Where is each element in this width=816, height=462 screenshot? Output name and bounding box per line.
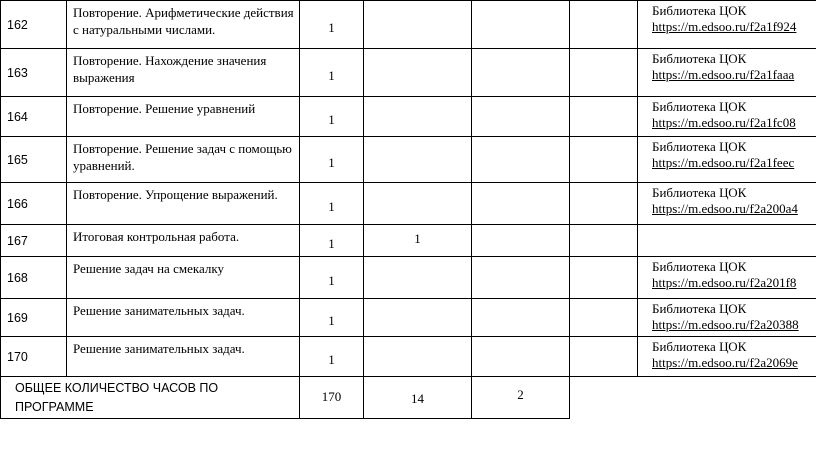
row-control-work bbox=[364, 299, 472, 337]
row-control-work bbox=[364, 49, 472, 97]
row-practical-work bbox=[472, 49, 570, 97]
row-hours: 1 bbox=[300, 299, 364, 337]
row-topic: Повторение. Арифметические действия с натуральными числами. bbox=[67, 1, 300, 49]
row-control-work bbox=[364, 337, 472, 377]
row-control-work bbox=[364, 183, 472, 225]
row-control-work: 1 bbox=[364, 225, 472, 257]
row-topic: Повторение. Упрощение выражений. bbox=[67, 183, 300, 225]
table-row bbox=[1, 49, 816, 97]
table-row bbox=[1, 257, 816, 299]
row-control-work bbox=[364, 257, 472, 299]
row-control-work bbox=[364, 97, 472, 137]
table-row bbox=[1, 137, 816, 183]
total-practical: 2 bbox=[472, 377, 570, 419]
row-hours: 1 bbox=[300, 1, 364, 49]
row-number: 166 bbox=[1, 183, 67, 225]
row-number: 167 bbox=[1, 225, 67, 257]
library-label: Библиотека ЦОК bbox=[652, 3, 747, 18]
resource-link[interactable]: https://m.edsoo.ru/f2a1fc08 bbox=[652, 115, 796, 130]
total-label: ОБЩЕЕ КОЛИЧЕСТВО ЧАСОВ ПО ПРОГРАММЕ bbox=[1, 377, 300, 419]
row-date bbox=[570, 137, 638, 183]
row-date bbox=[570, 97, 638, 137]
table-row bbox=[1, 97, 816, 137]
row-resource bbox=[638, 257, 816, 299]
row-resource bbox=[638, 137, 816, 183]
row-number: 163 bbox=[1, 49, 67, 97]
resource-link[interactable]: https://m.edsoo.ru/f2a201f8 bbox=[652, 275, 797, 290]
library-label: Библиотека ЦОК bbox=[652, 51, 747, 66]
row-number: 162 bbox=[1, 1, 67, 49]
library-label: Библиотека ЦОК bbox=[652, 301, 747, 316]
row-number: 164 bbox=[1, 97, 67, 137]
row-resource bbox=[638, 183, 816, 225]
row-hours: 1 bbox=[300, 137, 364, 183]
row-practical-work bbox=[472, 225, 570, 257]
row-resource bbox=[638, 1, 816, 49]
row-date bbox=[570, 49, 638, 97]
total-empty-cell bbox=[570, 377, 816, 419]
row-practical-work bbox=[472, 257, 570, 299]
row-resource bbox=[638, 225, 816, 257]
table-row bbox=[1, 1, 816, 49]
row-date bbox=[570, 1, 638, 49]
row-topic: Решение задач на смекалку bbox=[67, 257, 300, 299]
total-hours: 170 bbox=[300, 377, 364, 419]
row-practical-work bbox=[472, 299, 570, 337]
row-topic: Повторение. Решение задач с помощью уравнений. bbox=[67, 137, 300, 183]
row-date bbox=[570, 299, 638, 337]
row-resource bbox=[638, 49, 816, 97]
table-row bbox=[1, 337, 816, 377]
library-label: Библиотека ЦОК bbox=[652, 339, 747, 354]
row-practical-work bbox=[472, 337, 570, 377]
table-row bbox=[1, 225, 816, 257]
row-control-work bbox=[364, 1, 472, 49]
row-hours: 1 bbox=[300, 225, 364, 257]
library-label: Библиотека ЦОК bbox=[652, 185, 747, 200]
row-hours: 1 bbox=[300, 183, 364, 225]
row-practical-work bbox=[472, 137, 570, 183]
row-number: 165 bbox=[1, 137, 67, 183]
row-resource bbox=[638, 299, 816, 337]
row-topic: Итоговая контрольная работа. bbox=[67, 225, 300, 257]
row-topic: Решение занимательных задач. bbox=[67, 299, 300, 337]
resource-link[interactable]: https://m.edsoo.ru/f2a1faaa bbox=[652, 67, 795, 82]
row-hours: 1 bbox=[300, 257, 364, 299]
row-hours: 1 bbox=[300, 337, 364, 377]
row-number: 170 bbox=[1, 337, 67, 377]
library-label: Библиотека ЦОК bbox=[652, 99, 747, 114]
total-row bbox=[1, 377, 816, 419]
table-body bbox=[1, 1, 816, 377]
resource-link[interactable]: https://m.edsoo.ru/f2a2069e bbox=[652, 355, 798, 370]
row-practical-work bbox=[472, 1, 570, 49]
row-hours: 1 bbox=[300, 97, 364, 137]
row-number: 169 bbox=[1, 299, 67, 337]
row-control-work bbox=[364, 137, 472, 183]
row-resource bbox=[638, 337, 816, 377]
table-row bbox=[1, 299, 816, 337]
row-resource bbox=[638, 97, 816, 137]
row-topic: Решение занимательных задач. bbox=[67, 337, 300, 377]
resource-link[interactable]: https://m.edsoo.ru/f2a1f924 bbox=[652, 19, 797, 34]
row-topic: Повторение. Решение уравнений bbox=[67, 97, 300, 137]
row-date bbox=[570, 337, 638, 377]
row-date bbox=[570, 183, 638, 225]
resource-link[interactable]: https://m.edsoo.ru/f2a20388 bbox=[652, 317, 799, 332]
row-topic: Повторение. Нахождение значения выражения bbox=[67, 49, 300, 97]
row-practical-work bbox=[472, 97, 570, 137]
total-control: 14 bbox=[364, 377, 472, 419]
row-practical-work bbox=[472, 183, 570, 225]
row-date bbox=[570, 257, 638, 299]
row-number: 168 bbox=[1, 257, 67, 299]
library-label: Библиотека ЦОК bbox=[652, 139, 747, 154]
row-hours: 1 bbox=[300, 49, 364, 97]
table-row bbox=[1, 183, 816, 225]
resource-link[interactable]: https://m.edsoo.ru/f2a200a4 bbox=[652, 201, 798, 216]
library-label: Библиотека ЦОК bbox=[652, 259, 747, 274]
resource-link[interactable]: https://m.edsoo.ru/f2a1feec bbox=[652, 155, 795, 170]
row-date bbox=[570, 225, 638, 257]
